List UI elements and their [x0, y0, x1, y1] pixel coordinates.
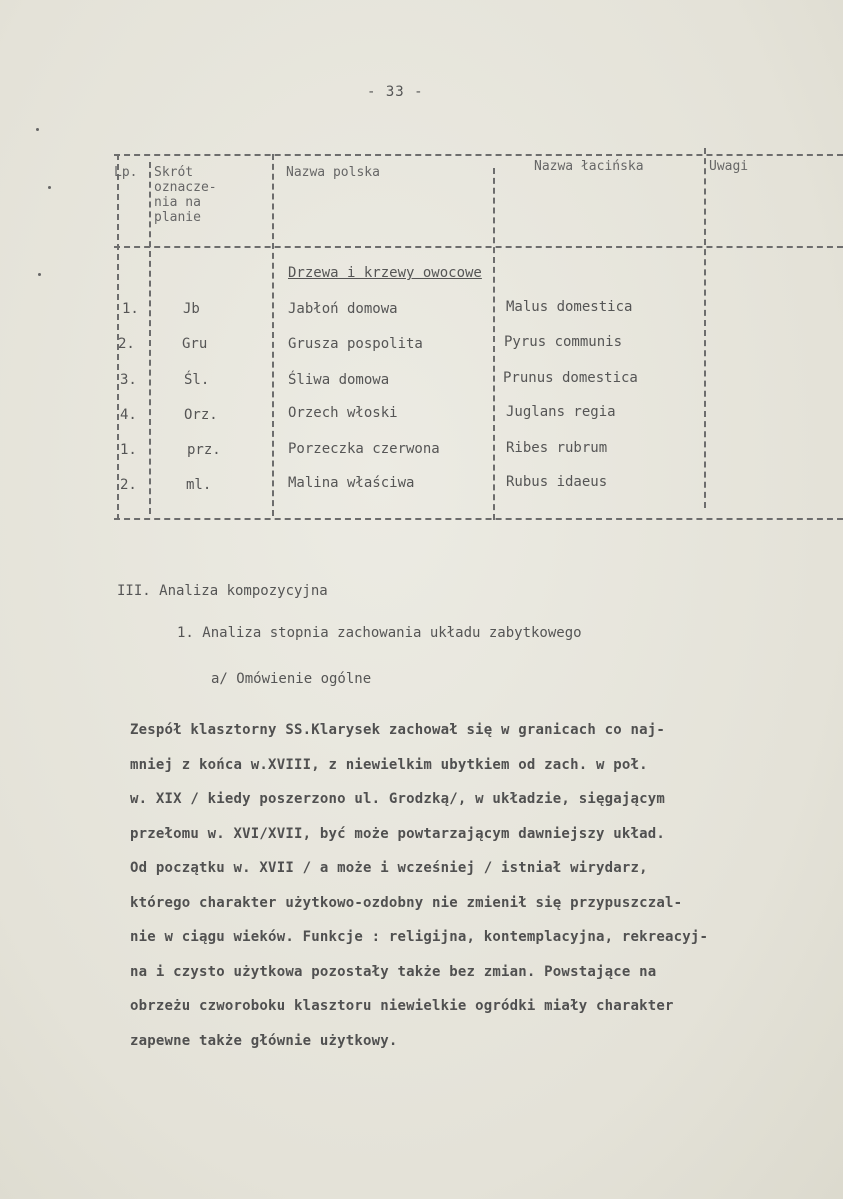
cell-polish: Jabłoń domowa: [288, 301, 398, 317]
margin-speck: [36, 128, 39, 131]
paragraph-line: na i czysto użytkowa pozostały także bez zmian. Powstające na: [130, 963, 657, 980]
heading-section-3: III. Analiza kompozycyjna: [117, 583, 328, 599]
cell-abbrev: ml.: [186, 477, 212, 493]
paragraph-line: zapewne także głównie użytkowy.: [130, 1032, 398, 1049]
margin-speck: [48, 186, 51, 189]
cell-latin: Pyrus communis: [504, 334, 623, 350]
cell-abbrev: Jb: [183, 301, 200, 317]
col-rule-1: [149, 162, 151, 514]
section-title: Drzewa i krzewy owocowe: [288, 265, 482, 281]
cell-lp: 4.: [120, 407, 137, 423]
cell-latin: Malus domestica: [506, 299, 633, 315]
cell-lp: 2.: [118, 336, 135, 352]
body-paragraph: [130, 722, 843, 1067]
paragraph-line: Zespół klasztorny SS.Klarysek zachował się w granicach co naj-: [130, 722, 665, 738]
cell-polish: Malina właściwa: [288, 475, 415, 491]
cell-latin: Rubus idaeus: [506, 474, 608, 490]
paragraph-line: w. XIX / kiedy poszerzono ul. Grodzką/, w układzie, sięgającym: [130, 791, 665, 807]
cell-lp: 1.: [122, 301, 139, 317]
header-polish: Nazwa polska: [286, 165, 380, 180]
paragraph-line: którego charakter użytkowo-ozdobny nie zmienił się przypuszczal-: [130, 894, 683, 911]
paragraph-line: Od początku w. XVII / a może i wcześniej / istniał wirydarz,: [130, 860, 648, 876]
cell-latin: Ribes rubrum: [506, 440, 608, 456]
header-abbrev: Skrót oznacze- nia na planie: [154, 165, 217, 225]
cell-lp: 1.: [120, 442, 137, 458]
cell-polish: Grusza pospolita: [288, 336, 423, 352]
cell-latin: Prunus domestica: [503, 370, 638, 386]
table-top-rule: [114, 154, 843, 156]
col-rule-3: [493, 168, 495, 520]
col-rule-4: [704, 148, 706, 508]
table-header-rule: [114, 246, 843, 248]
cell-latin: Juglans regia: [506, 404, 616, 420]
cell-lp: 2.: [120, 477, 137, 493]
header-latin: Nazwa łacińska: [534, 159, 644, 174]
header-notes: Uwagi: [709, 159, 749, 174]
header-lp: Lp.: [114, 165, 138, 180]
cell-polish: Porzeczka czerwona: [288, 441, 440, 457]
cell-polish: Orzech włoski: [288, 405, 398, 421]
heading-subsection-a: a/ Omówienie ogólne: [211, 671, 372, 687]
paragraph-line: mniej z końca w.XVIII, z niewielkim ubytkiem od zach. w poł.: [130, 756, 648, 773]
cell-abbrev: Gru: [182, 336, 208, 352]
margin-speck: [38, 273, 41, 276]
table-bottom-rule: [114, 518, 843, 520]
page-number: - 33 -: [367, 84, 424, 100]
col-rule-2: [272, 154, 274, 516]
cell-abbrev: Orz.: [184, 407, 218, 423]
paragraph-line: nie w ciągu wieków. Funkcje : religijna, kontemplacyjna, rekreacyj-: [130, 929, 709, 945]
plant-table: [114, 148, 843, 523]
heading-subsection-1: 1. Analiza stopnia zachowania układu zabytkowego: [177, 625, 582, 641]
cell-lp: 3.: [120, 372, 137, 388]
cell-polish: Śliwa domowa: [288, 372, 390, 388]
cell-abbrev: Śl.: [184, 372, 210, 388]
paragraph-line: obrzeżu czworoboku klasztoru niewielkie ogródki miały charakter: [130, 998, 674, 1014]
cell-abbrev: prz.: [187, 442, 221, 458]
paragraph-line: przełomu w. XVI/XVII, być może powtarzającym dawniejszy układ.: [130, 825, 665, 842]
